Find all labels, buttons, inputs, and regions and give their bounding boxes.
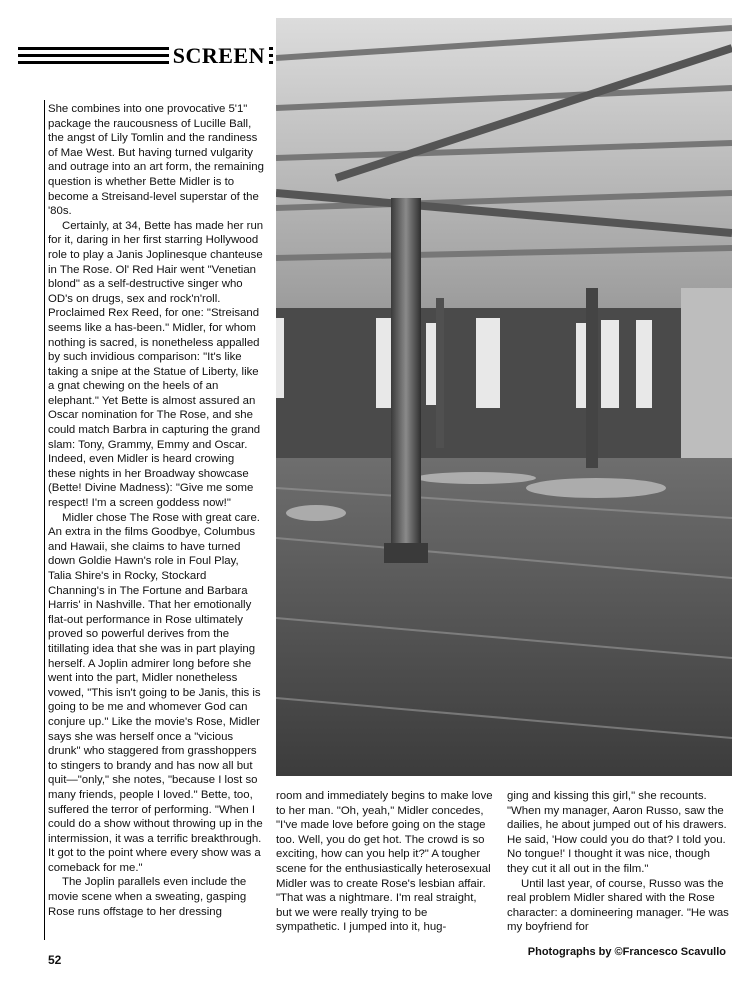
warehouse-photo	[276, 18, 732, 776]
paragraph: The Joplin parallels even include the movie scene when a sweating, gasping Rose runs offstage to her dressing	[48, 876, 247, 918]
paragraph: room and immediately begins to make love to her man. "Oh, yeah," Midler concedes, "I've made love before going on the stage too. Well, you do get hot. The crowd is so exciting, how can you help it?" A tougher scene for the enthusiastically heterosexual Midler was to create Rose's lesbian affair. "That was a nightmare. I'm real straight, but we were really trying to be sympathetic. I jumped into it, hug-	[276, 790, 493, 934]
photo-credit: Photographs by ©Francesco Scavullo	[527, 946, 726, 958]
section-title: SCREEN	[169, 45, 269, 67]
paragraph: ging and kissing this girl," she recounts. "When my manager, Aaron Russo, saw the dailies, he about jumped out of his drawers. He said, 'How could you do that? I told you. No tongue!' I thought it was nice, though they cut it all out in the film."	[507, 790, 727, 875]
paragraph: Until last year, of course, Russo was the real problem Midler shared with the Rose character: a domineering manager. "He was my boyfriend for	[507, 877, 729, 934]
page-number: 52	[48, 953, 62, 967]
section-banner	[18, 44, 273, 68]
photo-illustration	[276, 18, 732, 776]
paragraph: She combines into one provocative 5'1" package the raucousness of Lucille Ball, the angst of Lily Tomlin and the randiness of Mae West. But having turned vulgarity and outrage into an art form, the remaining question is whether Bette Midler is to become a Streisand-level superstar of the '80s.	[48, 103, 264, 218]
paragraph: Certainly, at 34, Bette has made her run for it, daring in her first starring Hollywood role to play a Janis Joplinesque chanteuse in The Rose. Ol' Red Hair went "Venetian blond" as a self-destructive singer who OD's on drugs, sex and rock'n'roll. Proclaimed Rex Reed, for one: "Streisand seems like a has-been." Midler, for whom nothing is sacred, is nonetheless appalled by such invidious comparison: "It's like taking a snipe at the Statue of Liberty, like a gnat chewing on the heels of an elephant." Yet Bette is almost assured an Oscar nomination for The Rose, and she could match Barbra in capturing the grand slam: Tony, Grammy, Emmy and Oscar. Indeed, even Midler is heard crowing these nights in her Broadway showcase (Bette! Divine Madness): "Give me some respect! I'm a screen goddess now!"	[48, 219, 264, 510]
column-rule	[44, 100, 45, 940]
article-column-2	[276, 789, 494, 935]
article-column-1	[48, 102, 264, 919]
paragraph: Midler chose The Rose with great care. An extra in the films Goodbye, Columbus and Hawaii, she claims to have turned down Goldie Hawn's role in Foul Play, Talia Shire's in Rocky, Stockard Channing's in The Fortune and Barbara Harris' in Nashville. That her emotionally flat-out performance in Rose ultimately proved so powerful derives from the titillating idea that she was in part playing herself. A Joplin admirer long before she went into the part, Midler nonetheless vowed, "This isn't going to be Janis, this is going to be me and whomever God can conjure up." Like the movie's Rose, Midler says she was herself once a "vicious drunk" who staggered from grasshoppers to stingers to brandy and has now all but quit—"only," she notes, "because I lost so many friends, people I loved." Bette, too, suffered the terror of performing. "When I could do a show without throwing up in the intermission, it was a terrific breakthrough. It got to the point where every show was a comeback for me."	[48, 511, 263, 874]
article-column-3	[507, 789, 729, 935]
